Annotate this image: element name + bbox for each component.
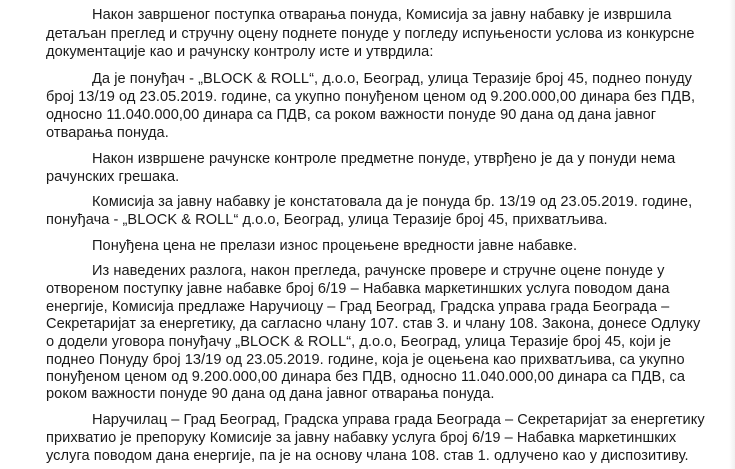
paragraph-line: рачунских грешака. bbox=[46, 168, 180, 185]
paragraph-line: Након извршене рачунске контроле предметне понуде, утврђено је да у понуди нема bbox=[92, 150, 676, 167]
paragraph-line: Из наведених разлога, након прегледа, рачунске провере и стручне оцене понуде у bbox=[92, 262, 665, 279]
paragraph-line: Након завршеног поступка отварања понуда, Комисија за јавну набавку је извршила bbox=[92, 7, 672, 23]
paragraph-line: енергије, Комисија предлаже Наручиоцу – Град Београд, Градска управа града Београда – bbox=[46, 298, 670, 315]
paragraph-line: о додели уговора понуђачу „BLOCK & ROLL“, д.о.о, Београд, улица Теразије број 45, који је bbox=[46, 334, 672, 351]
paragraph-line: Комисија за јавну набавку је констатовала да је понуда бр. 13/19 од 23.05.2019. године, bbox=[92, 194, 693, 211]
paragraph-line: отвореном поступку јавне набавке број 6/19 – Набавка маркетиншких услуга поводом дана bbox=[46, 280, 670, 297]
scan-edge-shadow bbox=[729, 0, 735, 469]
paragraph-line: роком важности понуде 90 дана од дана јавног отварања понуда. bbox=[46, 386, 495, 403]
paragraph-line: односно 11.040.000,00 динара са ПДВ, са роком важности понуде 90 дана од дана јавног bbox=[46, 107, 657, 124]
paragraph-line: Понуђена цена не прелази износ процењене вредности јавне набавке. bbox=[92, 237, 578, 254]
paragraph-line: отварања понуда. bbox=[46, 125, 169, 142]
paragraph-line: поднео Понуду број 13/19 од 23.05.2019. године, која је оцењена као прихватљива, са укупно bbox=[46, 351, 685, 368]
paragraph-line: број 13/19 од 23.05.2019. године, са укупно понуђеном ценом од 9.200.000,00 динара без ПДВ, bbox=[46, 88, 696, 105]
paragraph-line: понуђеном ценом од 9.200.000,00 динара без ПДВ, односно 11.040.000,00 динара са ПДВ, са bbox=[46, 368, 686, 385]
paragraph-line: услуга поводом дана енергије, па је на основу члана 108. став 1. одлучено као у диспозитиву. bbox=[46, 448, 689, 464]
paragraph-line: документације као и рачунску контролу исте и утврдила: bbox=[46, 44, 434, 61]
paragraph-line: Да је понуђач - „BLOCK & ROLL“, д.о.о, Београд, улица Теразије број 45, поднео понуду bbox=[92, 70, 693, 87]
paragraph-line: Наручилац – Град Београд, Градска управа града Београда – Секретаријат за енергетику bbox=[92, 411, 705, 428]
paragraph-line: Секретаријат за енергетику, да сагласно члану 107. став 3. и члану 108. Закона, донесе Одлуку bbox=[46, 316, 701, 333]
paragraph-line: прихватио је препоруку Комисије за јавну набавку услуга број 6/19 – Набавка маркетиншких bbox=[46, 429, 677, 446]
paragraph-line: понуђача - „BLOCK & ROLL“ д.о.о, Београд, улица Теразије број 45, прихватљива. bbox=[46, 212, 608, 229]
paragraph-line: детаљан преглед и стручну оцену поднете понуде у погледу испуњености услова из конкурсне bbox=[46, 26, 695, 43]
